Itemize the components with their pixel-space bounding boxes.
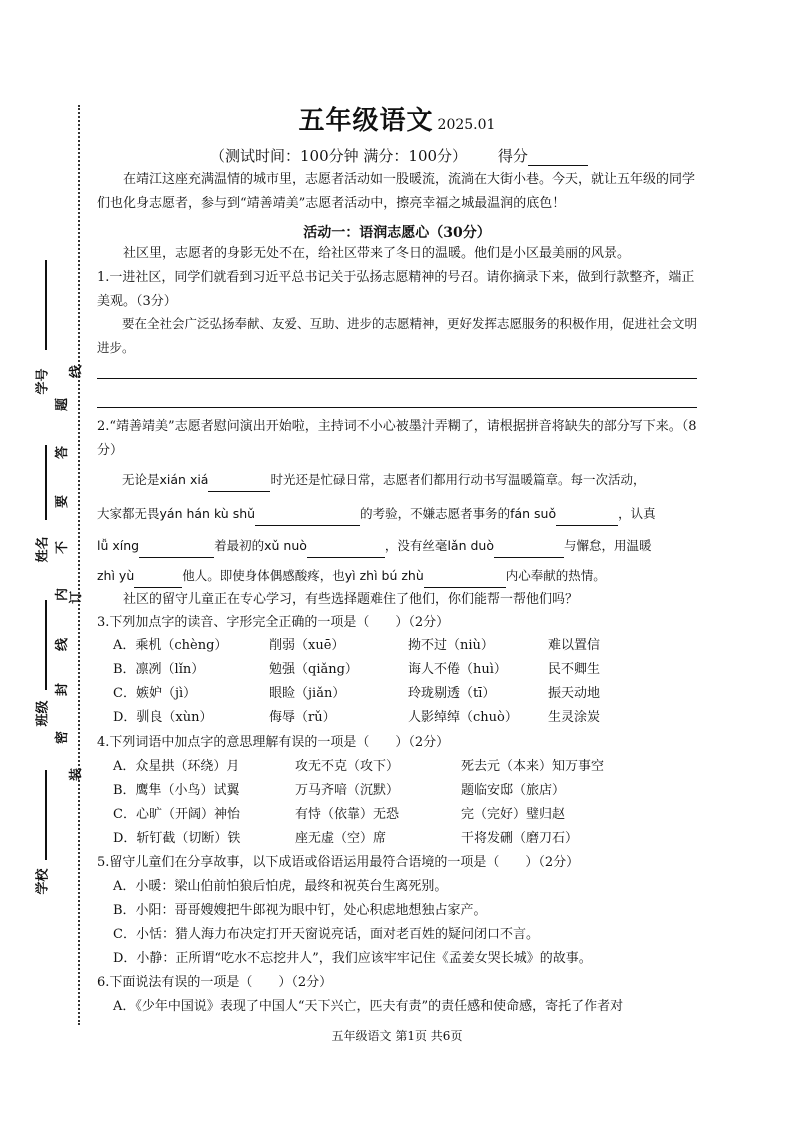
seal-char: 要 bbox=[55, 494, 71, 509]
question-2: 2.“靖善靖美”志愿者慰问演出开始啦，主持词不小心被墨汁弄糊了，请根据拼音将缺失的部分写下来。（8分） bbox=[97, 419, 697, 458]
seal-char: 不 bbox=[55, 540, 71, 555]
name-label: 姓名 bbox=[35, 536, 51, 563]
binding-dotted-line bbox=[78, 105, 80, 1025]
q1-quote: 要在全社会广泛弘扬奉献、友爱、互助、进步的志愿精神，更好发挥志愿服务的积极作用，促进社会文明进步。 bbox=[97, 316, 698, 355]
class-label: 班级 bbox=[35, 700, 51, 727]
pinyin: zhì yù bbox=[97, 568, 135, 583]
activity1-intro-2: 社区的留守儿童正在专心学习，有些选择题难住了他们，你们能帮一帮他们吗？ bbox=[123, 592, 579, 607]
option[interactable]: C．嫉妒（jì） bbox=[113, 686, 197, 701]
option[interactable]: A．乘机（chèng） bbox=[113, 638, 228, 653]
seal-char: 答 bbox=[55, 445, 71, 460]
answer-blank[interactable] bbox=[255, 511, 360, 526]
q2-line-4: zhì yù 他人。即使身体偶感酸疼，也yì zhì bú zhù 内心奉献的热情。 bbox=[97, 564, 697, 588]
page-title bbox=[0, 100, 794, 137]
title-text: 五年级语文 bbox=[298, 106, 434, 136]
line-char: 订 bbox=[69, 590, 85, 605]
school-label: 学校 bbox=[35, 868, 51, 895]
option[interactable]: B．小阳：哥哥嫂嫂把牛郎视为眼中钉，处心积虑地想独占家产。 bbox=[113, 903, 487, 918]
option[interactable]: C．心旷（开阔）神怡 bbox=[113, 807, 240, 822]
intro-paragraph: 在靖江这座充满温情的城市里，志愿者活动如一股暖流，流淌在大街小巷。今天，就让五年级的同学们也化身志愿者，参与到“靖善靖美”志愿者活动中，擦亮幸福之城最温润的底色！ bbox=[97, 172, 696, 211]
answer-blank[interactable] bbox=[494, 543, 564, 558]
option[interactable]: B．凛冽（lǐn） bbox=[113, 662, 205, 677]
q2-line-1: 无论是xián xiá 时光还是忙碌日常，志愿者们都用行动书写温暖篇章。每一次活动， bbox=[97, 468, 697, 492]
line-char: 装 bbox=[69, 767, 85, 782]
seal-char: 线 bbox=[55, 637, 71, 652]
option[interactable]: B．鹰隼（小鸟）试翼 bbox=[113, 783, 240, 798]
pinyin: yán hán kù shǔ bbox=[159, 506, 256, 521]
q2-line-2: 大家都无畏yán hán kù shǔ 的考验，不嫌志愿者事务的fán suǒ ，认真 bbox=[97, 502, 697, 526]
pinyin: xǔ nuò bbox=[264, 538, 307, 553]
question-3: 3.下列加点字的读音、字形完全正确的一项是（ ）（2分） bbox=[97, 615, 450, 630]
question-6: 6.下面说法有误的一项是（ ）（2分） bbox=[97, 975, 333, 990]
school-blank bbox=[45, 770, 47, 860]
seal-char: 封 bbox=[55, 682, 71, 697]
seal-char: 内 bbox=[55, 587, 71, 602]
score-label: 得分 bbox=[497, 147, 528, 165]
pinyin: lǎn duò bbox=[447, 538, 494, 553]
question-5: 5.留守儿童们在分享故事，以下成语或俗语运用最符合语境的一项是（ ）（2分） bbox=[97, 855, 580, 870]
score-blank[interactable] bbox=[528, 149, 588, 166]
page-footer: 五年级语文 第1页 共6页 bbox=[331, 1029, 463, 1043]
question-4: 4.下列词语中加点字的意思理解有误的一项是（ ）（2分） bbox=[97, 735, 450, 750]
answer-blank[interactable] bbox=[307, 543, 385, 558]
exam-date: 2025.01 bbox=[437, 117, 496, 133]
test-info: （测试时间：100分钟 满分：100分） bbox=[210, 147, 468, 165]
q2-line-3: lǚ xíng 着最初的xǔ nuò ，没有丝毫lǎn duò 与懈怠，用温暖 bbox=[97, 534, 697, 558]
writing-line[interactable] bbox=[97, 407, 697, 408]
seal-char: 密 bbox=[55, 730, 71, 745]
q4-options: A．众星拱（环绕）月 攻无不克（攻下） 死去元（本来）知万事空 B．鹰隼（小鸟）试翼 万马齐喑（沉默） 题临安邸（旅店） C．心旷（开阔）神怡 有恃（依靠）无恐 完（完好）璧归赵 D．斩钉截（切断）铁 座无虚（空）席 干将发硎（磨刀石） bbox=[113, 755, 703, 851]
test-info-row bbox=[210, 145, 588, 166]
option[interactable]: A．小暖：梁山伯前怕狼后怕虎，最终和祝英台生离死别。 bbox=[113, 879, 448, 894]
student-id-label: 学号 bbox=[35, 368, 51, 395]
q6-options bbox=[113, 995, 703, 1019]
answer-blank[interactable] bbox=[424, 573, 506, 588]
option[interactable]: C．小恬：猎人海力布决定打开天窗说亮话，面对老百姓的疑问闭口不言。 bbox=[113, 927, 539, 942]
activity1-heading: 活动一：语润志愿心（30分） bbox=[303, 225, 491, 241]
answer-blank[interactable] bbox=[139, 543, 214, 558]
q3-options: A．乘机（chèng） 削弱（xuē） 拗不过（niù） 难以置信 B．凛冽（lǐn） 勉强（qiǎng） 诲人不倦（huì） 民不卿生 C．嫉妒（jì） 眼睑（jiǎn） 玲珑剔透（tī） 振天动地 D．驯良（xùn） 侮辱（rǔ） 人影绰绰（chuò） 生灵涂炭 bbox=[113, 634, 703, 730]
option[interactable]: A．众星拱（环绕）月 bbox=[113, 759, 240, 774]
option[interactable]: D．小静：正所谓“吃水不忘挖井人”，我们应该牢牢记住《孟姜女哭长城》的故事。 bbox=[113, 951, 592, 966]
student-id-blank bbox=[45, 260, 47, 350]
question-1: 1.一进社区，同学们就看到习近平总书记关于弘扬志愿精神的号召。请你摘录下来，做到行款整齐，端正美观。（3分） bbox=[97, 270, 695, 309]
answer-blank[interactable] bbox=[208, 477, 270, 492]
writing-line[interactable] bbox=[97, 378, 697, 379]
pinyin: xián xiá bbox=[159, 472, 209, 487]
class-blank bbox=[45, 600, 47, 690]
seal-char: 题 bbox=[55, 397, 71, 412]
option[interactable]: A．《少年中国说》表现了中国人“天下兴亡，匹夫有责”的责任感和使命感，寄托了作者对 bbox=[113, 999, 624, 1014]
answer-blank[interactable] bbox=[556, 511, 618, 526]
answer-blank[interactable] bbox=[134, 573, 182, 588]
pinyin: lǚ xíng bbox=[97, 538, 140, 553]
pinyin: fán suǒ bbox=[510, 506, 557, 521]
activity1-intro: 社区里，志愿者的身影无处不在，给社区带来了冬日的温暖。他们是小区最美丽的风景。 bbox=[123, 246, 631, 261]
pinyin: yì zhì bú zhù bbox=[344, 568, 424, 583]
q5-options bbox=[113, 875, 703, 971]
name-blank bbox=[45, 445, 47, 520]
option[interactable]: D．驯良（xùn） bbox=[113, 710, 213, 725]
option[interactable]: D．斩钉截（切断）铁 bbox=[113, 831, 241, 846]
line-char: 线 bbox=[69, 364, 85, 379]
